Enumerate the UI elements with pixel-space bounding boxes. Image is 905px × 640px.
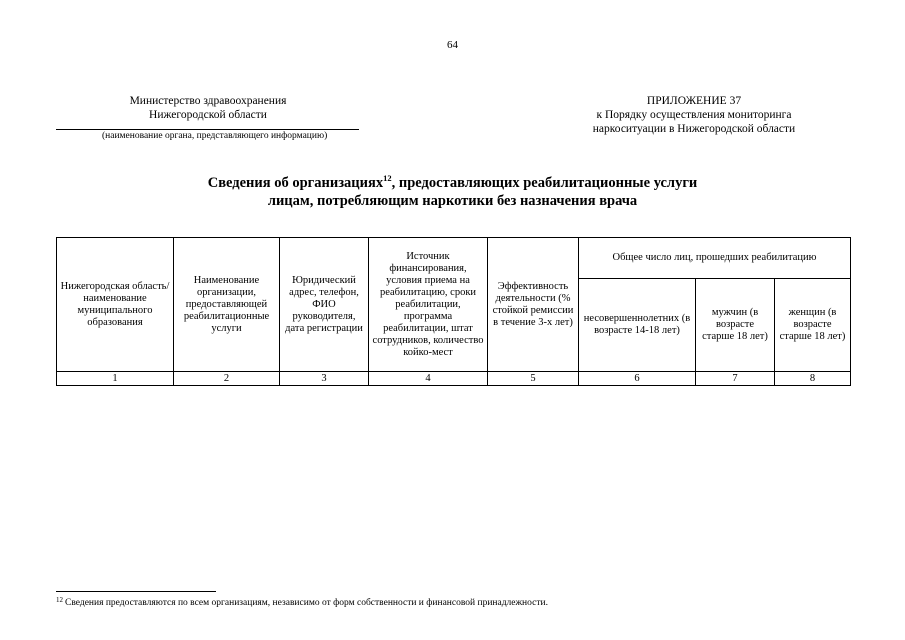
- header-municipality: Нижегородская область/ наименование муниципального образования: [57, 238, 174, 372]
- organization-name-line1: Министерство здравоохранения: [129, 95, 287, 107]
- column-number: 1: [57, 372, 174, 386]
- title-line1: [0, 174, 905, 192]
- footnote: [56, 598, 548, 608]
- appendix-reference-line1: к Порядку осуществления мониторинга: [596, 109, 792, 121]
- header-rehabilitated-total: Общее число лиц, прошедших реабилитацию: [579, 238, 851, 279]
- title-line2: лицам, потребляющим наркотики без назначения врача: [267, 193, 638, 209]
- header-legal-address: Юридический адрес, телефон, ФИО руководителя, дата регистрации: [280, 238, 369, 372]
- reporting-organization-block: [98, 94, 318, 122]
- footnote-separator: [56, 591, 216, 592]
- organization-caption: (наименование органа, представляющего информацию): [102, 131, 328, 141]
- page-number: 64: [447, 39, 458, 51]
- organizations-table: [56, 237, 851, 386]
- organization-underline: [56, 129, 359, 130]
- title-footnote-mark: 12: [383, 173, 392, 183]
- column-number: 6: [579, 372, 696, 386]
- header-effectiveness: Эффективность деятельности (% стойкой ремиссии в течение 3-х лет): [488, 238, 579, 372]
- header-funding-conditions: Источник финансирования, условия приема на реабилитацию, сроки реабилитации, программа реабилитации, штат сотрудников, количество койко-мест: [369, 238, 488, 372]
- title-line1-start: Сведения об организациях: [207, 175, 384, 191]
- appendix-header-block: [565, 94, 823, 136]
- column-number: 3: [280, 372, 369, 386]
- title-line1-end: , предоставляющих реабилитационные услуги: [391, 175, 698, 191]
- column-number: 7: [696, 372, 775, 386]
- footnote-text: Сведения предоставляются по всем организациям, независимо от форм собственности и финансовой принадлежности.: [65, 598, 548, 608]
- header-women: женщин (в возрасте старше 18 лет): [775, 279, 851, 372]
- appendix-number: ПРИЛОЖЕНИЕ 37: [646, 95, 742, 107]
- column-number: 2: [174, 372, 280, 386]
- appendix-reference-line2: наркоситуации в Нижегородской области: [592, 123, 796, 135]
- header-organization-name: Наименование организации, предоставляющей реабилитационные услуги: [174, 238, 280, 372]
- document-title: [0, 174, 905, 210]
- column-number: 5: [488, 372, 579, 386]
- column-number: 4: [369, 372, 488, 386]
- header-minors: несовершеннолетних (в возрасте 14-18 лет): [579, 279, 696, 372]
- footnote-mark: 12: [56, 596, 63, 604]
- column-number: 8: [775, 372, 851, 386]
- organization-name-line2: Нижегородской области: [149, 109, 267, 121]
- column-number-row: [57, 372, 851, 386]
- header-men: мужчин (в возрасте старше 18 лет): [696, 279, 775, 372]
